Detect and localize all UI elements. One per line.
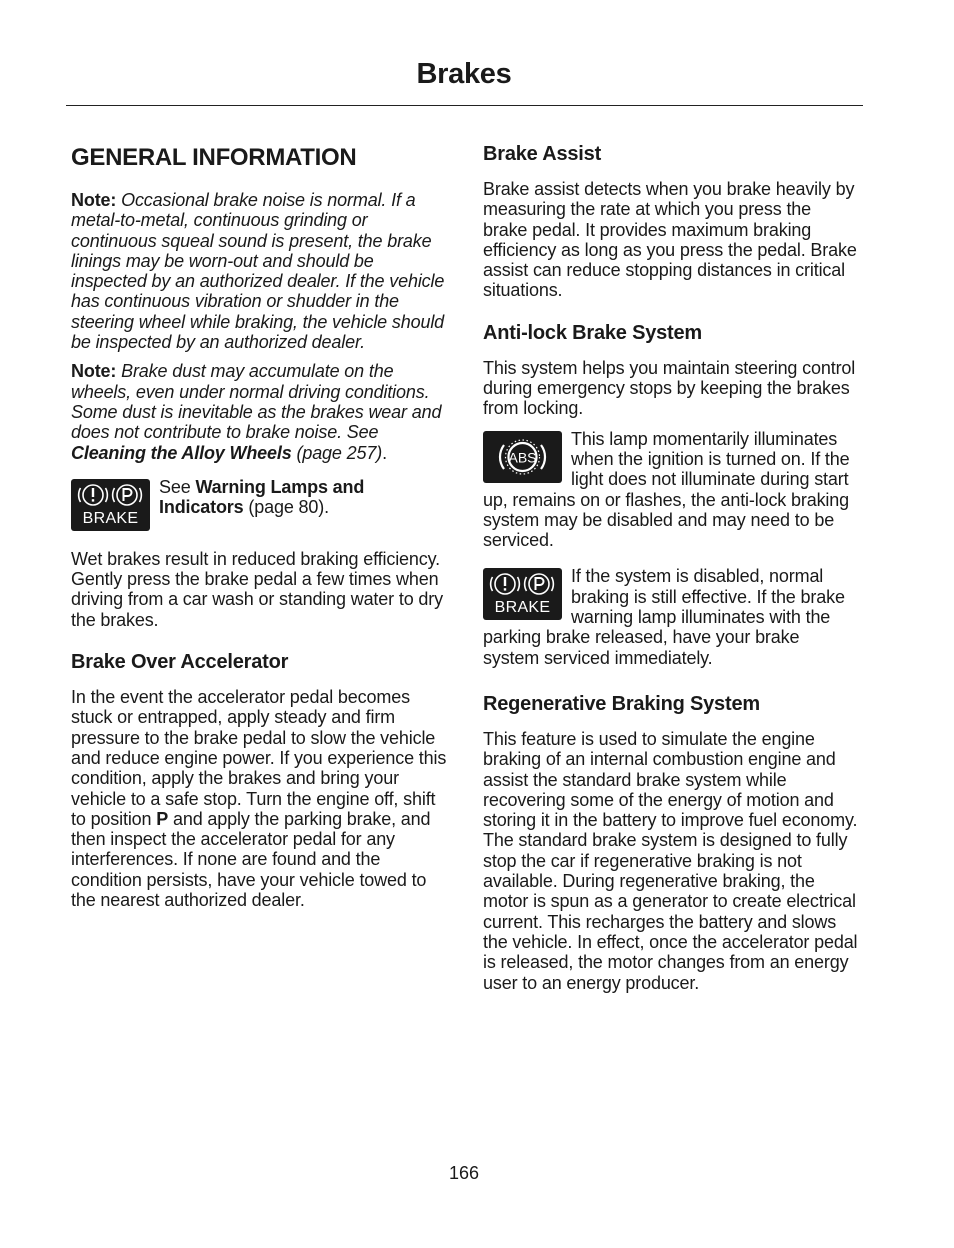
note-label: Note:	[71, 190, 117, 210]
abs-lamp-block	[483, 429, 859, 551]
regenerative-braking-heading: Regenerative Braking System	[483, 692, 760, 715]
wet-brakes-paragraph: Wet brakes result in reduced braking efficiency. Gently press the brake pedal a few times when driving from a car wash or standing water to dry the brakes.	[71, 548, 443, 630]
brake-assist-heading: Brake Assist	[483, 143, 602, 165]
page-number: 166	[448, 1163, 480, 1183]
left-column	[71, 140, 447, 919]
abs-paragraph: This system helps you maintain steering control during emergency stops by keeping the brakes from locking.	[483, 357, 856, 419]
page-title: Brakes	[416, 58, 512, 90]
brake-lamp-block	[483, 566, 859, 667]
regenerative-braking-paragraph: This feature is used to simulate the engine braking of an internal combustion engine and assist the standard brake system while recovering some of the energy of motion and storing it in the battery to improve fuel economy. The standard brake system is designed to fully stop the car if regenerative braking is not available. During regenerative braking, the motor is spun as a generator to create electrical current. This recharges the battery and slows the vehicle. In effect, once the accelerator pedal is released, the motor changes from an energy user to an energy producer.	[483, 728, 858, 993]
anti-lock-brake-system-heading: Anti-lock Brake System	[483, 321, 703, 344]
warning-lamps-link[interactable]: Warning Lamps and Indicators	[159, 476, 365, 518]
brake-over-accelerator-paragraph	[71, 687, 447, 910]
right-column	[483, 140, 859, 1002]
brake-icon-label: BRAKE	[82, 509, 139, 527]
brake-warning-lamp-icon	[71, 479, 150, 531]
abs-icon	[483, 431, 562, 483]
paragraph-text: In the event the accelerator pedal becomes stuck or entrapped, apply steady and firm pressure to the brake pedal to slow the vehicle and reduce engine power. If you experience this condition, apply the brakes and bring your vehicle to a safe stop. Turn the engine off, shift to position	[71, 687, 447, 829]
gear-position-p: P	[156, 808, 169, 829]
note-brake-noise	[71, 190, 447, 352]
warning-lamps-reference	[71, 477, 447, 533]
brake-icon-label: BRAKE	[494, 599, 551, 617]
brake-exclamation-parking-icon	[71, 479, 150, 513]
brake-exclamation-parking-icon	[483, 568, 562, 602]
brake-warning-lamp-icon	[483, 568, 562, 620]
note-text: Occasional brake noise is normal. If a metal-to-metal, continuous grinding or continuous squeal sound is present, the brake linings may be worn-out and should be inspected by an authorized dealer. If the vehicle has continuous vibration or shudder in the steering wheel while braking, the vehicle should be inspected by an authorized dealer.	[71, 190, 445, 353]
page-reference: (page 80).	[248, 497, 329, 518]
brake-lamp-paragraph: If the system is disabled, normal braking is still effective. If the brake warning lamp illuminates with the parking brake released, have your brake system serviced immediately.	[483, 566, 845, 668]
abs-lamp-paragraph: This lamp momentarily illuminates when the ignition is turned on. If the light does not illuminate during start up, remains on or flashes, the anti-lock braking system may be disabled and may need to be serviced.	[483, 428, 850, 551]
general-information-heading: GENERAL INFORMATION	[71, 144, 357, 171]
note-label: Note:	[71, 361, 117, 382]
see-text: See	[159, 476, 191, 497]
abs-warning-lamp-icon	[483, 431, 562, 483]
note-text: Brake dust may accumulate on the wheels, even under normal driving conditions. Some dust is inevitable as the brakes wear and does not contribute to brake noise. See	[71, 361, 442, 443]
note-brake-dust	[71, 361, 447, 462]
cleaning-alloy-wheels-link[interactable]: Cleaning the Alloy Wheels	[71, 442, 292, 463]
brake-assist-paragraph: Brake assist detects when you brake heavily by measuring the rate at which you press the brake pedal. It provides maximum braking efficiency as long as you press the pedal. Brake assist can reduce stopping distances in critical situations.	[483, 179, 857, 301]
paragraph-text: and apply the parking brake, and then inspect the accelerator pedal for any interferences. If none are found and the condition persists, have your vehicle towed to the nearest authorized dealer.	[71, 808, 431, 911]
title-divider	[66, 105, 863, 106]
brake-over-accelerator-heading: Brake Over Accelerator	[71, 651, 289, 674]
abs-icon-text: ABS	[508, 449, 537, 466]
page-reference: (page 257)	[296, 442, 383, 463]
punctuation: .	[382, 442, 387, 463]
